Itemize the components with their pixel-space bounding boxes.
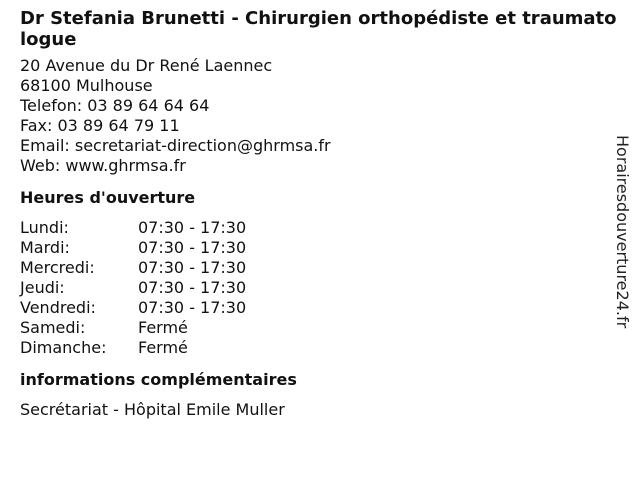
hours-row — [20, 238, 246, 258]
hours-heading: Heures d'ouverture — [20, 188, 196, 207]
hours-value: 07:30 - 17:30 — [138, 218, 247, 237]
contact-block — [20, 56, 620, 176]
site-watermark: Horairesdouverture24.fr — [613, 135, 632, 329]
hours-row — [20, 318, 246, 338]
city-postcode: 68100 Mulhouse — [20, 76, 153, 95]
hours-value: 07:30 - 17:30 — [138, 238, 247, 257]
street-address: 20 Avenue du Dr René Laennec — [20, 56, 273, 75]
hours-row — [20, 218, 246, 238]
day-label: Vendredi: — [20, 298, 96, 317]
day-label: Jeudi: — [20, 278, 65, 297]
hours-table — [20, 218, 246, 358]
info-heading: informations complémentaires — [20, 370, 297, 389]
hours-row — [20, 278, 246, 298]
day-label: Dimanche: — [20, 338, 107, 357]
business-listing — [20, 8, 620, 420]
day-label: Lundi: — [20, 218, 69, 237]
hours-row — [20, 258, 246, 278]
hours-value: 07:30 - 17:30 — [138, 278, 247, 297]
hours-value: Fermé — [138, 318, 188, 337]
phone-number: Telefon: 03 89 64 64 64 — [20, 96, 210, 115]
website: Web: www.ghrmsa.fr — [20, 156, 186, 175]
hours-value: 07:30 - 17:30 — [138, 258, 247, 277]
day-label: Mercredi: — [20, 258, 95, 277]
page-title: Dr Stefania Brunetti - Chirurgien orthopédiste et traumatologue — [20, 8, 617, 50]
day-label: Mardi: — [20, 238, 70, 257]
email-address: Email: secretariat-direction@ghrmsa.fr — [20, 136, 331, 155]
info-text: Secrétariat - Hôpital Emile Muller — [20, 400, 285, 419]
fax-number: Fax: 03 89 64 79 11 — [20, 116, 180, 135]
hours-value: Fermé — [138, 338, 188, 357]
hours-value: 07:30 - 17:30 — [138, 298, 247, 317]
day-label: Samedi: — [20, 318, 86, 337]
hours-row — [20, 298, 246, 318]
hours-row — [20, 338, 246, 358]
